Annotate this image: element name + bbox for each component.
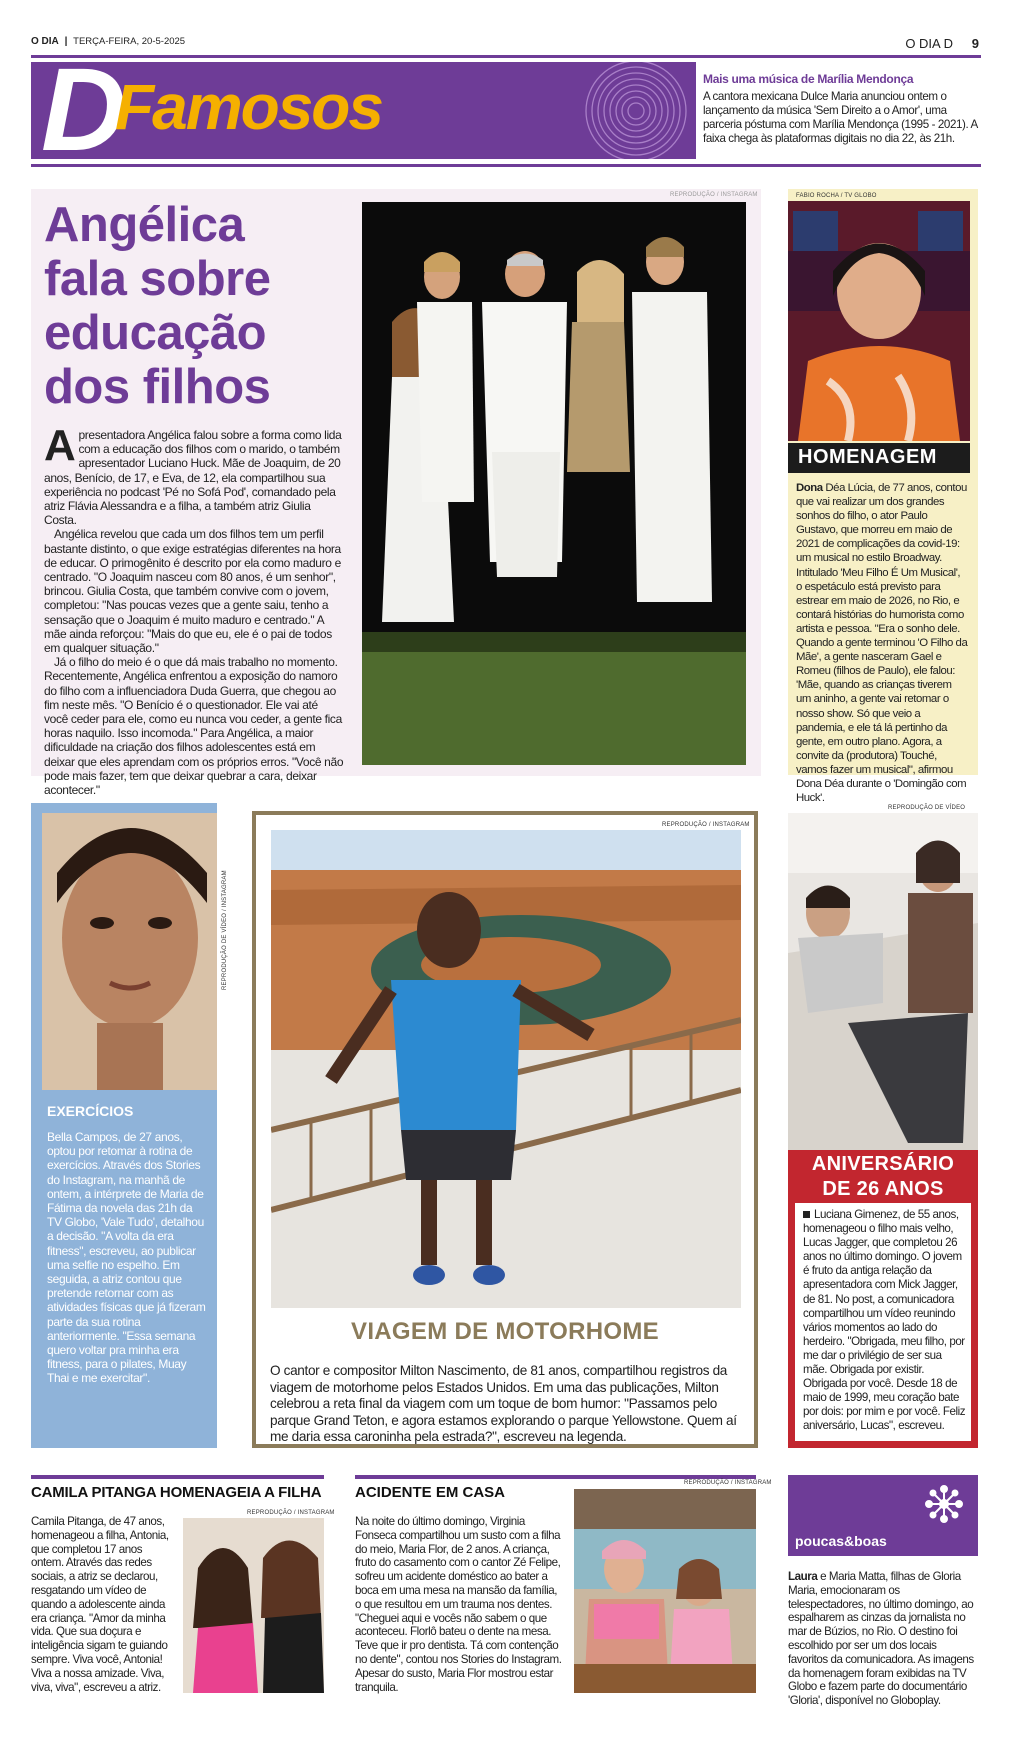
homenagem-title: HOMENAGEM <box>798 446 937 468</box>
page-header: O DIA | TERÇA-FEIRA, 20-5-2025 O DIA D 9 <box>31 36 979 51</box>
poucas-label: poucas&boas <box>795 1533 887 1549</box>
dea-lucia-photo <box>788 201 970 441</box>
homenagem-text <box>796 481 968 805</box>
exercicios-title: EXERCÍCIOS <box>47 1103 134 1119</box>
exercicios-text: Bella Campos, de 27 anos, optou por retomar à rotina de exercícios. Através dos Stories do Instagram, na manhã de ontem, a intérprete de Maria de Fátima da novela das 21h da TV Globo, 'Vale Tudo', detalhou a decisão. "A volta da era fitness", escreveu, ao publicar uma selfie no espelho. Em seguida, a atriz contou que pretende retornar com as atividades físicas que já fizeram parte da sua rotina anteriormente. "Essa semana quero voltar pra minha era fitness, para o pilates, Muay Thai e me exercitar". <box>47 1130 206 1386</box>
camila-photo <box>183 1518 324 1693</box>
header-rule <box>31 55 981 58</box>
homenagem-lead: Dona <box>796 482 823 494</box>
main-para-3: Já o filho do meio é o que dá mais trabalho no momento. Recentemente, Angélica enfrentou a exposição do namoro do filho com a influenciadora Duda Guerra, que chegou ao fim neste mês. "O Benício é o questionador. Ele vai até você ceder para ele, como eu nunca vou ceder, a gente fica horas naquilo. Isso incomoda." Para Angélica, a maior dificuldade na criação dos filhos adolescentes está em deixar que eles aprendam com os próprios erros. "Você não pode mais fazer, tem que deixar quebrar a cara, deixar acontecer." <box>44 655 344 798</box>
aniversario-title <box>788 1150 978 1202</box>
main-para-2: Angélica revelou que cada um dos filhos tem um perfil bastante distinto, o que exige estratégias diferentes na hora de educar. O primogênito é descrito por ela como maduro e centrado. "O Joaquim nasceu com 80 anos, é um senhor", brincou. Giulia Costa, que também convive com o jovem, completou: "Nas poucas vezes que a gente saiu, tenho a sensação que o Joaquim é muito maduro e centrado." A mãe ainda reforçou: "Mais do que eu, ele é o pai de todos em qualquer situação." <box>44 527 341 656</box>
lucas-jagger-photo <box>788 813 978 1150</box>
poucas-body: e Maria Matta, filhas de Gloria Maria, emocionaram os telespectadores, no último domingo, ao espalharem as cinzas da jornalista no mar de Búzios, no Rio. O destino foi escolhido por ser um dos locais favoritos da comunicadora. As imagens da homenagem foram exibidas na TV Globo e fazem parte do documentário 'Gloria', disponível no Globoplay. <box>788 1570 974 1708</box>
bullet-icon <box>803 1211 810 1218</box>
aniversario-title-2: DE 26 ANOS <box>822 1178 944 1200</box>
header-right-label: O DIA D <box>905 36 953 51</box>
camila-top-rule <box>31 1475 324 1479</box>
section-banner <box>31 62 696 159</box>
poucas-header <box>788 1475 978 1556</box>
drop-cap: A <box>44 421 76 470</box>
teaser-text: A cantora mexicana Dulce Maria anunciou ontem o lançamento da música 'Sem Direito a o Amor', uma parceria póstuma com Marília Mendonça (1995 - 2021). A faixa chega às plataformas digitais no dia 22, às 21h. <box>703 90 978 145</box>
banner-teaser <box>703 72 981 146</box>
vinyl-decoration <box>581 62 691 159</box>
newspaper-name: O DIA <box>31 36 59 47</box>
main-para-1: presentadora Angélica falou sobre a forma como lida com a educação dos filhos com o marido, o também apresentador Luciano Huck. Mãe de Joaquim, de 20 anos, Benício, de 17, e Eva, de 12, ela compartilhou sua experiência no podcast 'Pé no Sofá Pod', comandado pela atriz Flávia Alessandra e a filha, a também atriz Giulia Costa. <box>44 428 342 528</box>
milton-photo <box>271 830 741 1308</box>
homenagem-photo-credit: FABIO ROCHA / TV GLOBO <box>796 193 877 199</box>
camila-title: CAMILA PITANGA HOMENAGEIA A FILHA <box>31 1484 322 1501</box>
exercicios-photo-credit: REPRODUÇÃO DE VÍDEO / INSTAGRAM <box>222 870 228 990</box>
aniversario-body: Luciana Gimenez, de 55 anos, homenageou o filho mais velho, Lucas Jagger, que completou 26 anos no último domingo. O jovem é fruto da antiga relação da apresentadora com Mick Jagger, de 81. No post, a comunicadora compartilhou um vídeo reunindo vários momentos ao lado do herdeiro. "Obrigada, meu filho, por me dar o privilégio de ser sua mãe. Obrigada por existir. Obrigada por você. Desde 18 de maio de 1999, meu coração bate por dois: por mim e por você. Feliz aniversário, Lucas", escreveu. <box>803 1208 966 1433</box>
sparkle-icon <box>924 1484 964 1524</box>
family-photo <box>362 202 746 765</box>
camila-text: Camila Pitanga, de 47 anos, homenageou a filha, Antonia, que completou 17 anos ontem. Através das redes sociais, a atriz se declarou, resgatando um vídeo de quando a adolescente ainda era criança. "Amor da minha vida. Que sua doçura e inteligência sigam te guiando sempre. Viva você, Antonia! Viva a nossa amizade. Viva, viva, viva", escreveu a atriz. <box>31 1515 169 1694</box>
page-number: 9 <box>971 36 979 51</box>
poucas-text <box>788 1570 978 1708</box>
banner-logo-word: Famosos <box>115 71 382 143</box>
banner-logo-letter: D <box>41 62 123 159</box>
banner-rule <box>31 164 981 167</box>
motorhome-photo-credit: REPRODUÇÃO / INSTAGRAM <box>662 822 750 828</box>
motorhome-text: O cantor e compositor Milton Nascimento, de 81 anos, compartilhou registros da viagem de motorhome pelos Estados Unidos. Em uma das publicações, Milton celebrou a reta final da viagem com um toque de bom humor: "Passamos pelo parque Grand Teton, e agora estamos explorando o parque Yellowstone. Quem aí me daria essa caroninha pela estrada?", escreveu na legenda. <box>270 1363 737 1444</box>
aniversario-photo-credit: REPRODUÇÃO DE VÍDEO <box>888 805 966 811</box>
acidente-photo <box>574 1489 756 1693</box>
camila-photo-credit: REPRODUÇÃO / INSTAGRAM <box>247 1510 335 1516</box>
poucas-lead: Laura <box>788 1570 818 1583</box>
motorhome-title: VIAGEM DE MOTORHOME <box>351 1318 659 1345</box>
header-date: TERÇA-FEIRA, 20-5-2025 <box>73 36 186 47</box>
main-headline: Angélica fala sobre educação dos filhos <box>44 198 271 414</box>
main-photo-credit: REPRODUÇÃO / INSTAGRAM <box>670 192 758 198</box>
acidente-title: ACIDENTE EM CASA <box>355 1484 506 1501</box>
teaser-title[interactable]: Mais uma música de Marília Mendonça <box>703 72 914 86</box>
homenagem-body: Déa Lúcia, de 77 anos, contou que vai realizar um dos grandes sonhos do filho, o ator Paulo Gustavo, que morreu em maio de 2021 de complicações da covid-19: um musical no estilo Broadway. Intitulado 'Meu Filho É Um Musical', o espetáculo está previsto para estrear em maio de 2026, no Rio, e contará histórias do humorista como artista e pessoa. "Era o sonho dele. Quando a gente terminou 'O Filho da Mãe', a gente nasceram Gael e Romeu (filhos de Paulo), ele falou: 'Mãe, quando as crianças tiverem um aninho, a gente vai retomar o nosso show. Só que veio a pandemia, e ele tá lá pertinho da gente, em outro plano. Agora, a convite da (produtora) Touché, vamos fazer um musical", afirmou Dona Déa durante o 'Domingão com Huck'. <box>796 482 968 805</box>
acidente-top-rule <box>355 1475 756 1479</box>
aniversario-title-1: ANIVERSÁRIO <box>811 1153 955 1175</box>
homenagem-title-bar <box>788 443 970 473</box>
acidente-photo-credit: REPRODUÇÃO / INSTAGRAM <box>684 1480 772 1486</box>
acidente-text: Na noite do último domingo, Virginia Fonseca compartilhou um susto com a filha do meio, Maria Flor, de 2 anos. A criança, fruto do casamento com o cantor Zé Felipe, sofreu um acidente doméstico ao bater a boca em uma mesa na mansão da família, o que resultou em um trauma nos dentes. "Cheguei aqui e vocês não sabem o que aconteceu. Florlô bateu o dente na mesa. Teve que ir pro dentista. Tá com contenção no dente", contou nos Stories do Instagram. Apesar do susto, Maria Flor mostrou estar tranquila. <box>355 1515 562 1694</box>
bella-campos-photo <box>42 813 217 1090</box>
main-story-text <box>44 421 344 798</box>
aniversario-text <box>803 1208 966 1434</box>
